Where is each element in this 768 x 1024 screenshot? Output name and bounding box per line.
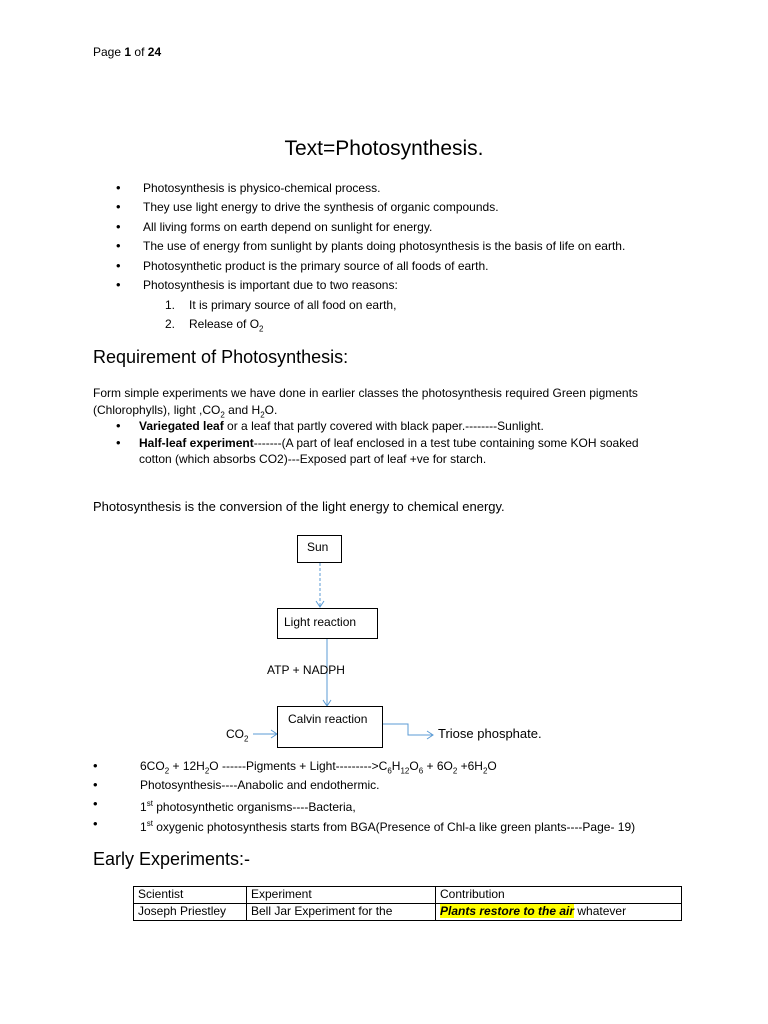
atp-nadph-label: ATP + NADPH	[267, 663, 345, 677]
highlighted-text: Plants restore to the air	[440, 904, 575, 918]
table-header-cell: Scientist	[134, 887, 247, 904]
item-text: Release of O	[189, 317, 260, 332]
para-text: Form simple experiments we have done in earlier classes the photosynthesis required Green pigments (Chlorophylls), light ,CO	[93, 386, 638, 417]
subscript: 2	[164, 766, 170, 776]
superscript: st	[146, 799, 153, 809]
eq-part: H	[391, 759, 401, 773]
subscript: 6	[387, 766, 392, 776]
page-of: of	[134, 45, 145, 59]
subscript: 2	[220, 409, 225, 419]
para-text: and H	[224, 402, 261, 417]
para-text: O.	[264, 402, 278, 417]
calvin-to-triose-arrow	[383, 724, 433, 735]
table-header-cell: Contribution	[436, 887, 682, 904]
eq-part: + 6O	[423, 759, 453, 773]
subscript: 2	[204, 766, 210, 776]
conversion-statement: Photosynthesis is the conversion of the light energy to chemical energy.	[93, 499, 505, 514]
subscript: 6	[418, 766, 424, 776]
item-bold: Half-leaf experiment	[139, 435, 254, 450]
table-cell: Bell Jar Experiment for the	[247, 904, 436, 921]
document-title: Text=Photosynthesis.	[284, 137, 484, 160]
item-text: photosynthetic organisms----Bacteria,	[152, 800, 356, 815]
requirement-heading: Requirement of Photosynthesis:	[93, 347, 349, 367]
table-cell: Joseph Priestley	[134, 904, 247, 921]
facts-bullet-list	[93, 758, 733, 835]
page-current: 1	[124, 45, 132, 59]
light-reaction-box	[277, 608, 378, 639]
list-item: • Photosynthetic product is the primary source of all foods of earth.	[116, 258, 625, 277]
sun-label: Sun	[307, 540, 329, 554]
experiments-table	[133, 886, 682, 921]
list-item: • The use of energy from sunlight by plants doing photosynthesis is the basis of life on earth.	[116, 238, 625, 257]
list-item	[93, 796, 733, 815]
sun-box	[297, 535, 342, 563]
item-text: -------(A part of leaf enclosed in a test tube containing some KOH soaked cotton (which absorbs CO2)---Exposed part of leaf +ve for starch.	[139, 435, 639, 466]
subscript: 2	[244, 734, 249, 744]
cell-text: whatever	[574, 904, 627, 918]
light-reaction-label: Light reaction	[284, 615, 357, 629]
list-item: • All living forms on earth depend on sunlight for energy.	[116, 219, 625, 238]
table-header-row	[134, 887, 682, 904]
item-text: or a leaf that partly covered with black paper.--------Sunlight.	[223, 419, 544, 433]
item-number: 2.	[165, 317, 176, 332]
eq-part: O ------Pigments + Light--------->C	[209, 759, 388, 773]
superscript: st	[146, 818, 153, 828]
calvin-reaction-box	[277, 706, 383, 748]
subscript: 12	[400, 766, 410, 776]
ordinal: 1	[140, 800, 147, 815]
item-number: 1.	[165, 298, 176, 312]
calvin-reaction-label: Calvin reaction	[288, 712, 368, 726]
co2-label	[226, 727, 248, 743]
list-item: • Photosynthesis is physico-chemical process.	[116, 180, 625, 199]
subscript: 2	[452, 766, 458, 776]
triose-phosphate-label: Triose phosphate.	[438, 726, 542, 741]
list-item: • They use light energy to drive the synthesis of organic compounds.	[116, 199, 625, 218]
subscript: 2	[259, 324, 264, 334]
page-total: 24	[147, 45, 162, 59]
subscript: 2	[482, 766, 488, 776]
item-text: oxygenic photosynthesis starts from BGA(Presence of Chl-a like green plants----Page- 19)	[152, 819, 636, 834]
table-header-cell: Experiment	[247, 887, 436, 904]
list-item: • Photosynthesis----Anabolic and endothermic.	[93, 777, 733, 796]
eq-part: O	[409, 759, 419, 773]
page-prefix: Page	[93, 45, 122, 59]
co2-text: CO	[226, 727, 244, 741]
eq-part: +6H	[457, 759, 483, 773]
table-row	[134, 904, 682, 921]
eq-part: O	[487, 759, 497, 773]
ordinal: 1	[140, 819, 147, 834]
list-item	[93, 758, 733, 777]
item-text: It is primary source of all food on earth,	[189, 298, 397, 312]
eq-part: 6CO	[140, 759, 165, 773]
early-experiments-heading: Early Experiments:-	[93, 849, 251, 869]
item-bold: Variegated leaf	[139, 419, 224, 433]
list-item: • Photosynthesis is important due to two reasons:	[116, 277, 625, 296]
table-cell	[436, 904, 682, 921]
eq-part: + 12H	[169, 759, 205, 773]
list-item	[93, 816, 733, 835]
subscript: 2	[260, 409, 265, 419]
